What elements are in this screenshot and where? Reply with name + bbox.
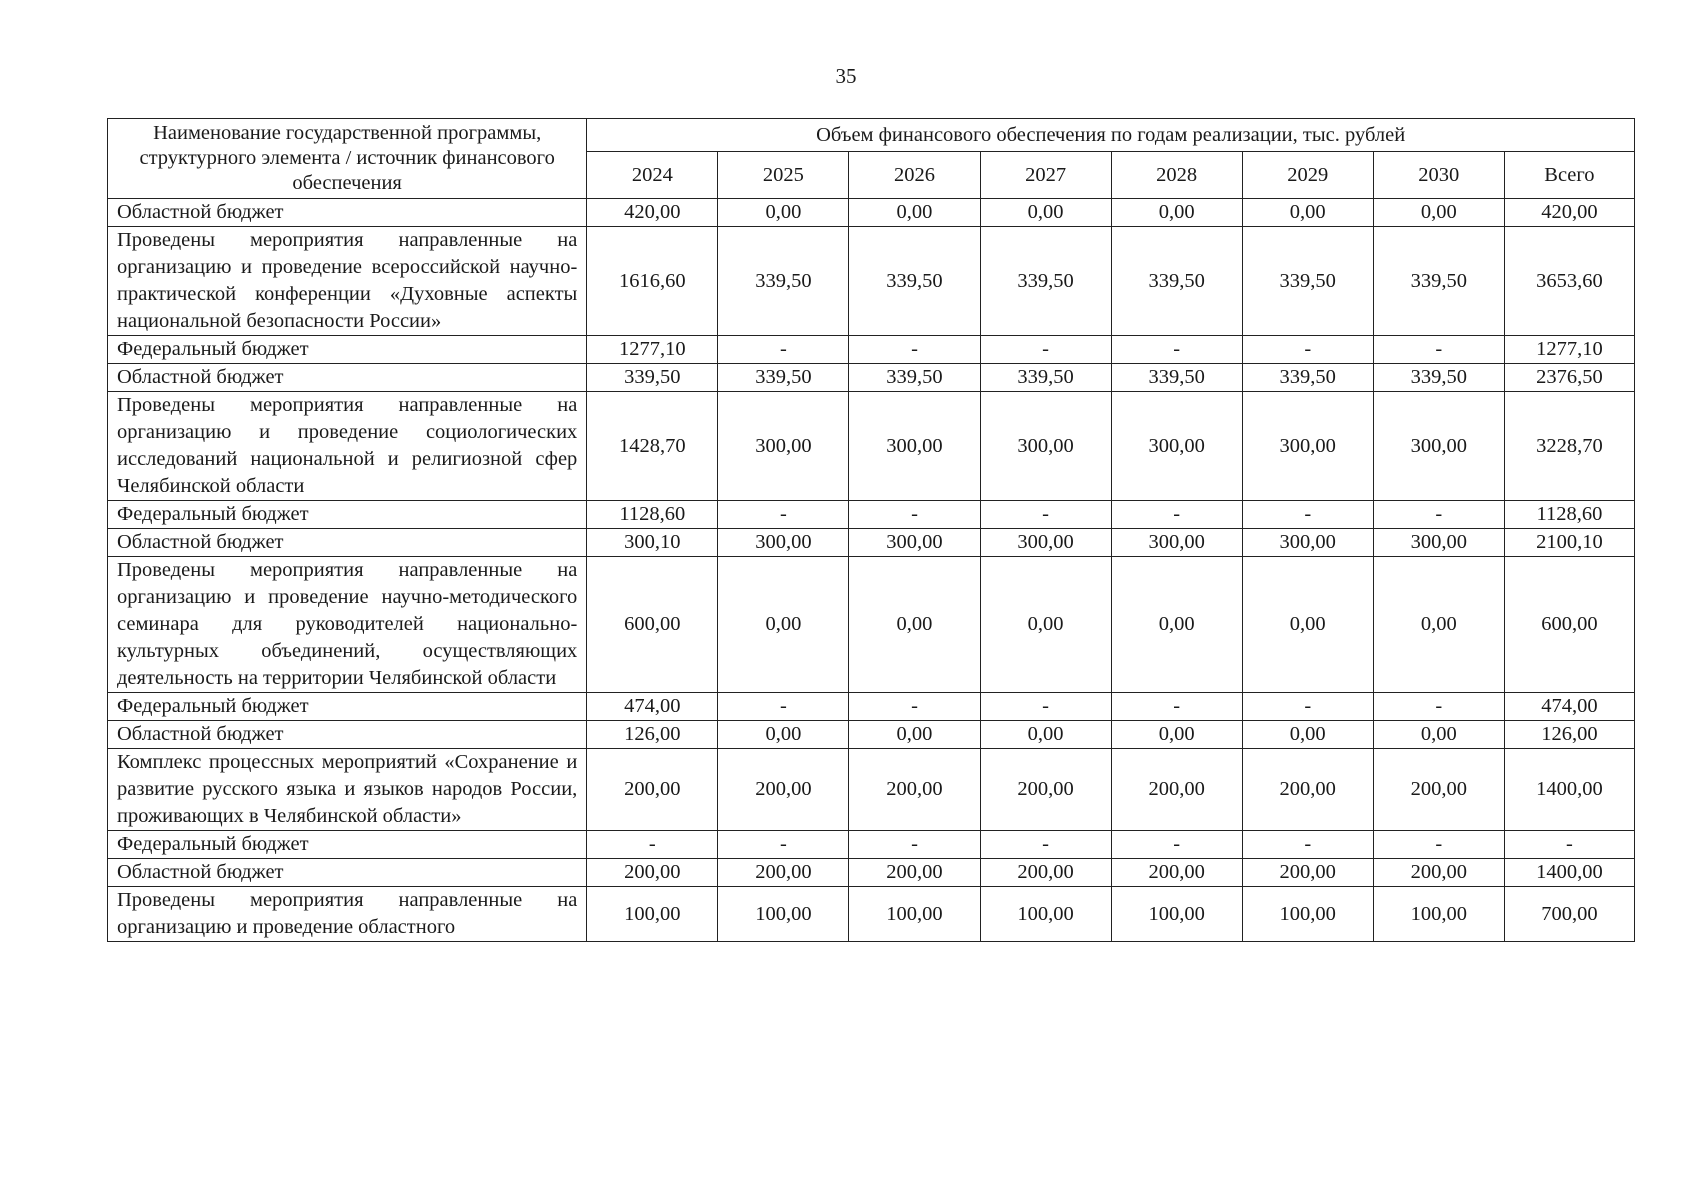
row-value: - xyxy=(849,336,980,364)
row-value: 420,00 xyxy=(587,199,718,227)
row-value: - xyxy=(980,336,1111,364)
table-row xyxy=(108,392,1635,501)
row-name: Федеральный бюджет xyxy=(108,693,587,721)
header-volume-group: Объем финансового обеспечения по годам реализации, тыс. рублей xyxy=(587,119,1635,152)
row-total: 3228,70 xyxy=(1504,392,1634,501)
row-name: Проведены мероприятия направленные на организацию и проведение научно-методического семинара для руководителей национально-культурных объединений, осуществляющих деятельность на территории Челябинской области xyxy=(108,557,587,693)
row-value: 0,00 xyxy=(849,721,980,749)
row-value: 339,50 xyxy=(980,227,1111,336)
row-value: - xyxy=(1373,336,1504,364)
row-value: - xyxy=(980,501,1111,529)
row-value: 200,00 xyxy=(1373,859,1504,887)
table-row xyxy=(108,693,1635,721)
row-value: 0,00 xyxy=(718,721,849,749)
header-year: 2026 xyxy=(849,152,980,199)
row-value: 200,00 xyxy=(980,859,1111,887)
row-value: - xyxy=(718,501,849,529)
table-row xyxy=(108,557,1635,693)
row-total: 2100,10 xyxy=(1504,529,1634,557)
header-year: 2025 xyxy=(718,152,849,199)
row-value: 0,00 xyxy=(1111,557,1242,693)
row-value: 1616,60 xyxy=(587,227,718,336)
row-value: 0,00 xyxy=(980,721,1111,749)
row-value: 126,00 xyxy=(587,721,718,749)
header-total: Всего xyxy=(1504,152,1634,199)
row-value: 339,50 xyxy=(587,364,718,392)
row-name: Комплекс процессных мероприятий «Сохранение и развитие русского языка и языков народов России, проживающих в Челябинской области» xyxy=(108,749,587,831)
row-name: Проведены мероприятия направленные на организацию и проведение областного xyxy=(108,887,587,942)
row-value: 200,00 xyxy=(1242,749,1373,831)
row-value: 300,00 xyxy=(980,392,1111,501)
header-year: 2024 xyxy=(587,152,718,199)
row-name: Областной бюджет xyxy=(108,364,587,392)
row-value: 339,50 xyxy=(1373,364,1504,392)
row-value: 100,00 xyxy=(849,887,980,942)
row-value: 100,00 xyxy=(718,887,849,942)
row-value: - xyxy=(718,831,849,859)
row-total: 1128,60 xyxy=(1504,501,1634,529)
header-year: 2029 xyxy=(1242,152,1373,199)
row-value: 200,00 xyxy=(1373,749,1504,831)
table-body xyxy=(108,199,1635,942)
row-name: Федеральный бюджет xyxy=(108,336,587,364)
row-name: Областной бюджет xyxy=(108,721,587,749)
row-value: 200,00 xyxy=(849,859,980,887)
row-value: 339,50 xyxy=(718,364,849,392)
row-total: 1400,00 xyxy=(1504,859,1634,887)
row-value: - xyxy=(718,693,849,721)
row-value: 339,50 xyxy=(1111,364,1242,392)
row-total: 700,00 xyxy=(1504,887,1634,942)
row-value: 1128,60 xyxy=(587,501,718,529)
row-value: 339,50 xyxy=(849,364,980,392)
row-value: 300,10 xyxy=(587,529,718,557)
row-value: 600,00 xyxy=(587,557,718,693)
row-name: Федеральный бюджет xyxy=(108,831,587,859)
row-value: - xyxy=(1242,693,1373,721)
row-name: Областной бюджет xyxy=(108,199,587,227)
row-value: - xyxy=(587,831,718,859)
row-name: Проведены мероприятия направленные на организацию и проведение социологических исследований национальной и религиозной сфер Челябинской области xyxy=(108,392,587,501)
row-total: 420,00 xyxy=(1504,199,1634,227)
table-row xyxy=(108,529,1635,557)
row-value: 300,00 xyxy=(1373,392,1504,501)
row-value: - xyxy=(1242,336,1373,364)
row-value: 300,00 xyxy=(1111,529,1242,557)
row-value: 200,00 xyxy=(1111,749,1242,831)
table-header xyxy=(108,119,1635,199)
row-total: 3653,60 xyxy=(1504,227,1634,336)
row-total: 474,00 xyxy=(1504,693,1634,721)
row-value: 200,00 xyxy=(1111,859,1242,887)
row-value: - xyxy=(1111,336,1242,364)
header-year: 2030 xyxy=(1373,152,1504,199)
row-value: - xyxy=(980,831,1111,859)
table-row xyxy=(108,364,1635,392)
financing-table xyxy=(107,118,1635,942)
row-name: Федеральный бюджет xyxy=(108,501,587,529)
page-number: 35 xyxy=(835,64,857,88)
row-value: 200,00 xyxy=(849,749,980,831)
row-value: - xyxy=(849,501,980,529)
row-value: 0,00 xyxy=(718,557,849,693)
row-total: 1277,10 xyxy=(1504,336,1634,364)
row-value: 0,00 xyxy=(1373,721,1504,749)
row-value: 300,00 xyxy=(1111,392,1242,501)
row-total: 2376,50 xyxy=(1504,364,1634,392)
row-value: 0,00 xyxy=(980,557,1111,693)
row-value: 100,00 xyxy=(587,887,718,942)
row-value: - xyxy=(1111,693,1242,721)
row-value: 339,50 xyxy=(1111,227,1242,336)
row-value: 0,00 xyxy=(1242,557,1373,693)
row-value: 300,00 xyxy=(1373,529,1504,557)
row-value: 100,00 xyxy=(980,887,1111,942)
row-value: 339,50 xyxy=(1242,364,1373,392)
header-year: 2028 xyxy=(1111,152,1242,199)
row-value: 0,00 xyxy=(1111,721,1242,749)
row-value: 100,00 xyxy=(1242,887,1373,942)
row-value: 0,00 xyxy=(1111,199,1242,227)
table-row xyxy=(108,831,1635,859)
table-row xyxy=(108,501,1635,529)
row-value: 300,00 xyxy=(849,529,980,557)
row-value: - xyxy=(1373,831,1504,859)
row-value: - xyxy=(849,693,980,721)
table-row xyxy=(108,199,1635,227)
row-value: 300,00 xyxy=(718,529,849,557)
table-row xyxy=(108,721,1635,749)
row-value: - xyxy=(1373,501,1504,529)
row-value: 300,00 xyxy=(1242,529,1373,557)
row-value: 300,00 xyxy=(1242,392,1373,501)
row-value: 200,00 xyxy=(718,859,849,887)
row-name: Проведены мероприятия направленные на организацию и проведение всероссийской научно-практической конференции «Духовные аспекты национальной безопасности России» xyxy=(108,227,587,336)
row-value: 0,00 xyxy=(1242,721,1373,749)
row-value: 339,50 xyxy=(1242,227,1373,336)
row-value: 0,00 xyxy=(980,199,1111,227)
row-total: 1400,00 xyxy=(1504,749,1634,831)
row-name: Областной бюджет xyxy=(108,859,587,887)
row-value: 0,00 xyxy=(718,199,849,227)
row-value: - xyxy=(1242,501,1373,529)
row-value: - xyxy=(1111,831,1242,859)
table-row xyxy=(108,227,1635,336)
row-value: 300,00 xyxy=(849,392,980,501)
row-value: 0,00 xyxy=(849,557,980,693)
row-value: 339,50 xyxy=(1373,227,1504,336)
row-total: - xyxy=(1504,831,1634,859)
table-row xyxy=(108,336,1635,364)
row-total: 600,00 xyxy=(1504,557,1634,693)
row-value: 339,50 xyxy=(718,227,849,336)
row-value: 200,00 xyxy=(587,859,718,887)
row-name: Областной бюджет xyxy=(108,529,587,557)
header-name-column: Наименование государственной программы, структурного элемента / источник финансового обеспечения xyxy=(108,119,587,199)
row-value: 300,00 xyxy=(718,392,849,501)
table-row xyxy=(108,887,1635,942)
row-value: 200,00 xyxy=(718,749,849,831)
row-value: 300,00 xyxy=(980,529,1111,557)
row-value: - xyxy=(1111,501,1242,529)
row-value: 100,00 xyxy=(1111,887,1242,942)
row-value: - xyxy=(980,693,1111,721)
row-value: - xyxy=(718,336,849,364)
row-value: 200,00 xyxy=(1242,859,1373,887)
table-row xyxy=(108,859,1635,887)
row-value: 339,50 xyxy=(980,364,1111,392)
row-value: 0,00 xyxy=(1242,199,1373,227)
row-value: 0,00 xyxy=(849,199,980,227)
row-value: 200,00 xyxy=(587,749,718,831)
row-total: 126,00 xyxy=(1504,721,1634,749)
row-value: 200,00 xyxy=(980,749,1111,831)
row-value: 339,50 xyxy=(849,227,980,336)
row-value: 0,00 xyxy=(1373,199,1504,227)
row-value: - xyxy=(1242,831,1373,859)
header-year: 2027 xyxy=(980,152,1111,199)
table-row xyxy=(108,749,1635,831)
row-value: 100,00 xyxy=(1373,887,1504,942)
row-value: 1428,70 xyxy=(587,392,718,501)
row-value: 0,00 xyxy=(1373,557,1504,693)
row-value: 1277,10 xyxy=(587,336,718,364)
row-value: - xyxy=(1373,693,1504,721)
row-value: - xyxy=(849,831,980,859)
row-value: 474,00 xyxy=(587,693,718,721)
